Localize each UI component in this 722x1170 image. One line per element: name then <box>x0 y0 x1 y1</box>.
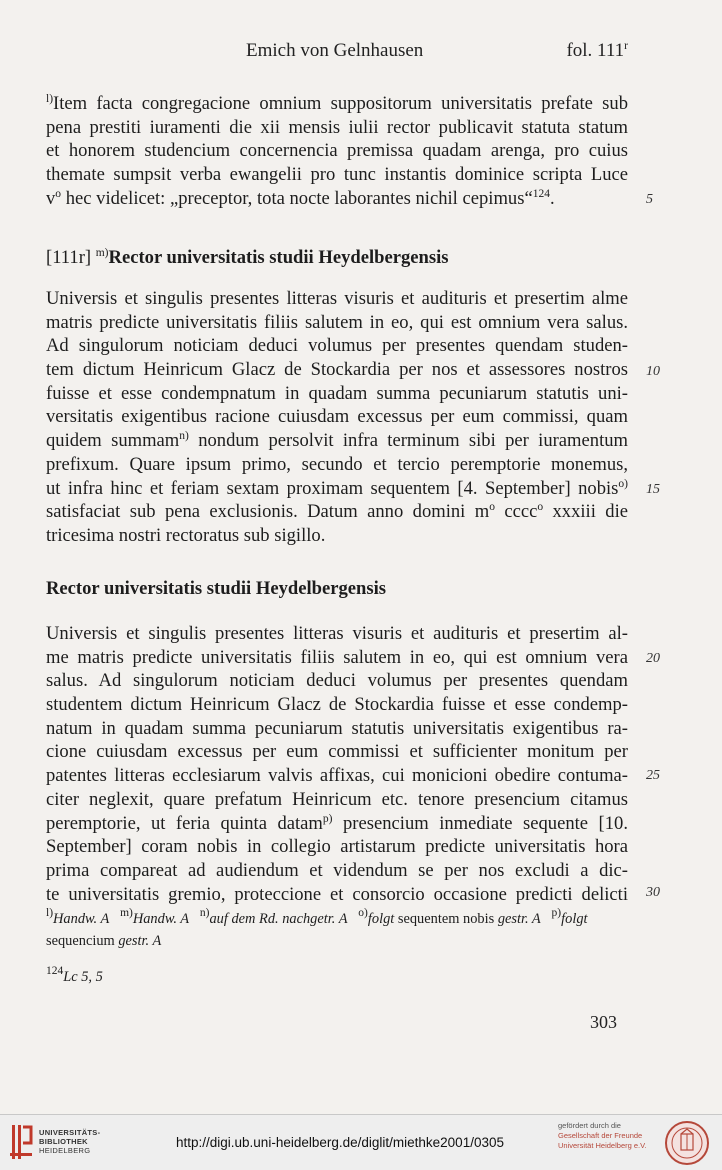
text-line: Universis et singulis presentes litteras visuris et audituris et presertim alme <box>46 288 628 309</box>
section-heading-1: [111r] $^{m)}$Rector universitatis studii Heydelbergensis <box>46 247 449 268</box>
text-line: matris predicte universitatis filiis salutem in eo, qui est omnium vera salus. <box>46 311 628 333</box>
paragraph-rector-letter-2 <box>46 622 628 906</box>
permalink-url[interactable]: http://digi.ub.uni-heidelberg.de/diglit/miethke2001/0305 <box>176 1135 504 1150</box>
text-line: fuisse et esse condempnatum in quadam summa pecuniarum statutis uni- <box>46 382 628 404</box>
text-line: satisfaciat sub pena exclusionis. Datum anno domini $m^o$ cccc$^o$ xxxiii die <box>46 501 628 523</box>
paragraph-item-facta <box>46 92 628 210</box>
text-line: quidem summam$^{n)}$ nondum persolvit infra terminum sibi per iuramentum <box>46 430 628 452</box>
text-line: Ad singulorum noticiam deduci volumus per presentes quendam studen- <box>46 335 628 357</box>
text-line: peremptorie, ut feria quinta datam$^{p)}$ presencium inmediate sequente [10. <box>46 812 628 834</box>
running-head <box>46 40 628 66</box>
ub-heidelberg-logo-icon[interactable] <box>8 1123 34 1161</box>
text-line: patentes litteras ecclesiarum valvis affixas, cui monicioni obedire contuma- <box>46 765 628 787</box>
library-name[interactable]: UNIVERSITÄTS- BIBLIOTHEK HEIDELBERG <box>39 1128 101 1155</box>
paragraph-rector-letter-1 <box>46 287 628 548</box>
text-line: Universis et singulis presentes litteras visuris et audituris et presertim al- <box>46 623 628 644</box>
text-line: te universitatis gremio, proteccione et consorcio occasione predicti delicti <box>46 883 628 905</box>
text-line: et honorem studencium concernencia premissa quadam arenga, pro cuius <box>46 140 628 162</box>
apparatus-line: sequencium gestr. A <box>46 933 162 949</box>
text-line: ut infra hinc et feriam sextam proximam sequentem [4. September] nobis$^{o)}$ <box>46 477 628 499</box>
text-line: salus. Ad singulorum noticiam deduci volumus per presentes quendam <box>46 670 628 692</box>
text-line: citer neglexit, quare prefatum Heinricum etc. tenore presencium citamus <box>46 788 628 810</box>
text-line: pena prestiti iuramenti die xii mensis iulii rector publicavit statuta statum <box>46 116 628 138</box>
text-line: September] coram nobis in collegio artistarum predicte universitatis hora <box>46 836 628 858</box>
text-line: studentem dictum Heinricum Glacz de Stockardia fuisse et esse condemp- <box>46 694 628 716</box>
footer-bar <box>0 1114 722 1170</box>
commentary-note: $^{124}$Lc 5, 5 <box>46 965 103 985</box>
page-number: 303 <box>590 1012 617 1032</box>
text-line: cione cuiusdam excessus per eum commissi et sufficienter monitum per <box>46 741 628 763</box>
sponsor-note[interactable]: gefördert durch die Gesellschaft der Freunde Universität Heidelberg e.V. <box>558 1121 647 1150</box>
text-line: versitatis exigentibus racione cuiusdam excessus per eum commissi, quam <box>46 406 628 428</box>
line-number: 30 <box>646 885 660 900</box>
text-line: $v^o$ hec videlicet: „preceptor, tota nocte laborantes nichil cepimus“$^{124}$. <box>46 187 555 209</box>
text-line: prefixum. Quare ipsum primo, secundo et tercio peremptorie monemus, <box>46 453 628 475</box>
section-heading-2: Rector universitatis studii Heydelbergensis <box>46 578 387 599</box>
line-number: 15 <box>646 482 660 497</box>
text-line: themate sumpsit verba ewangelii pro tunc instantis dominice scripta Luce <box>46 164 628 186</box>
text-line: tem dictum Heinricum Glacz de Stockardia per nos et assessores nostros <box>46 359 628 381</box>
line-number: 10 <box>646 364 660 379</box>
text-line: $^{l)}$Item facta congregacione omnium suppositorum universitatis prefate sub <box>46 93 628 114</box>
line-number: 25 <box>646 768 660 783</box>
running-head-title: Emich von Gelnhausen <box>246 40 424 61</box>
text-line: natum in quadam summa pecuniarum statutis universitatis exigentibus ra- <box>46 717 628 739</box>
text-line: prima compareat ad audiendum et videndum se per nos excludi a dic- <box>46 859 628 881</box>
university-seal-icon <box>664 1120 710 1166</box>
line-number: 20 <box>646 651 660 666</box>
text-line: me matris predicte universitatis filiis salutem in eo, qui est omnium vera <box>46 646 628 668</box>
line-number: 5 <box>646 192 653 207</box>
critical-apparatus <box>46 908 628 952</box>
text-line: tricesima nostri rectoratus sub sigillo. <box>46 524 326 546</box>
folio-reference: fol. 111$^r$ <box>566 40 628 61</box>
apparatus-line: $^{l)}$Handw. A $^{m)}$Handw. A $^{n)}$auf dem Rd. nachgetr. A $^{o)}$folgt sequentem nobis gestr. A $^{p)}$folgt <box>46 907 588 927</box>
